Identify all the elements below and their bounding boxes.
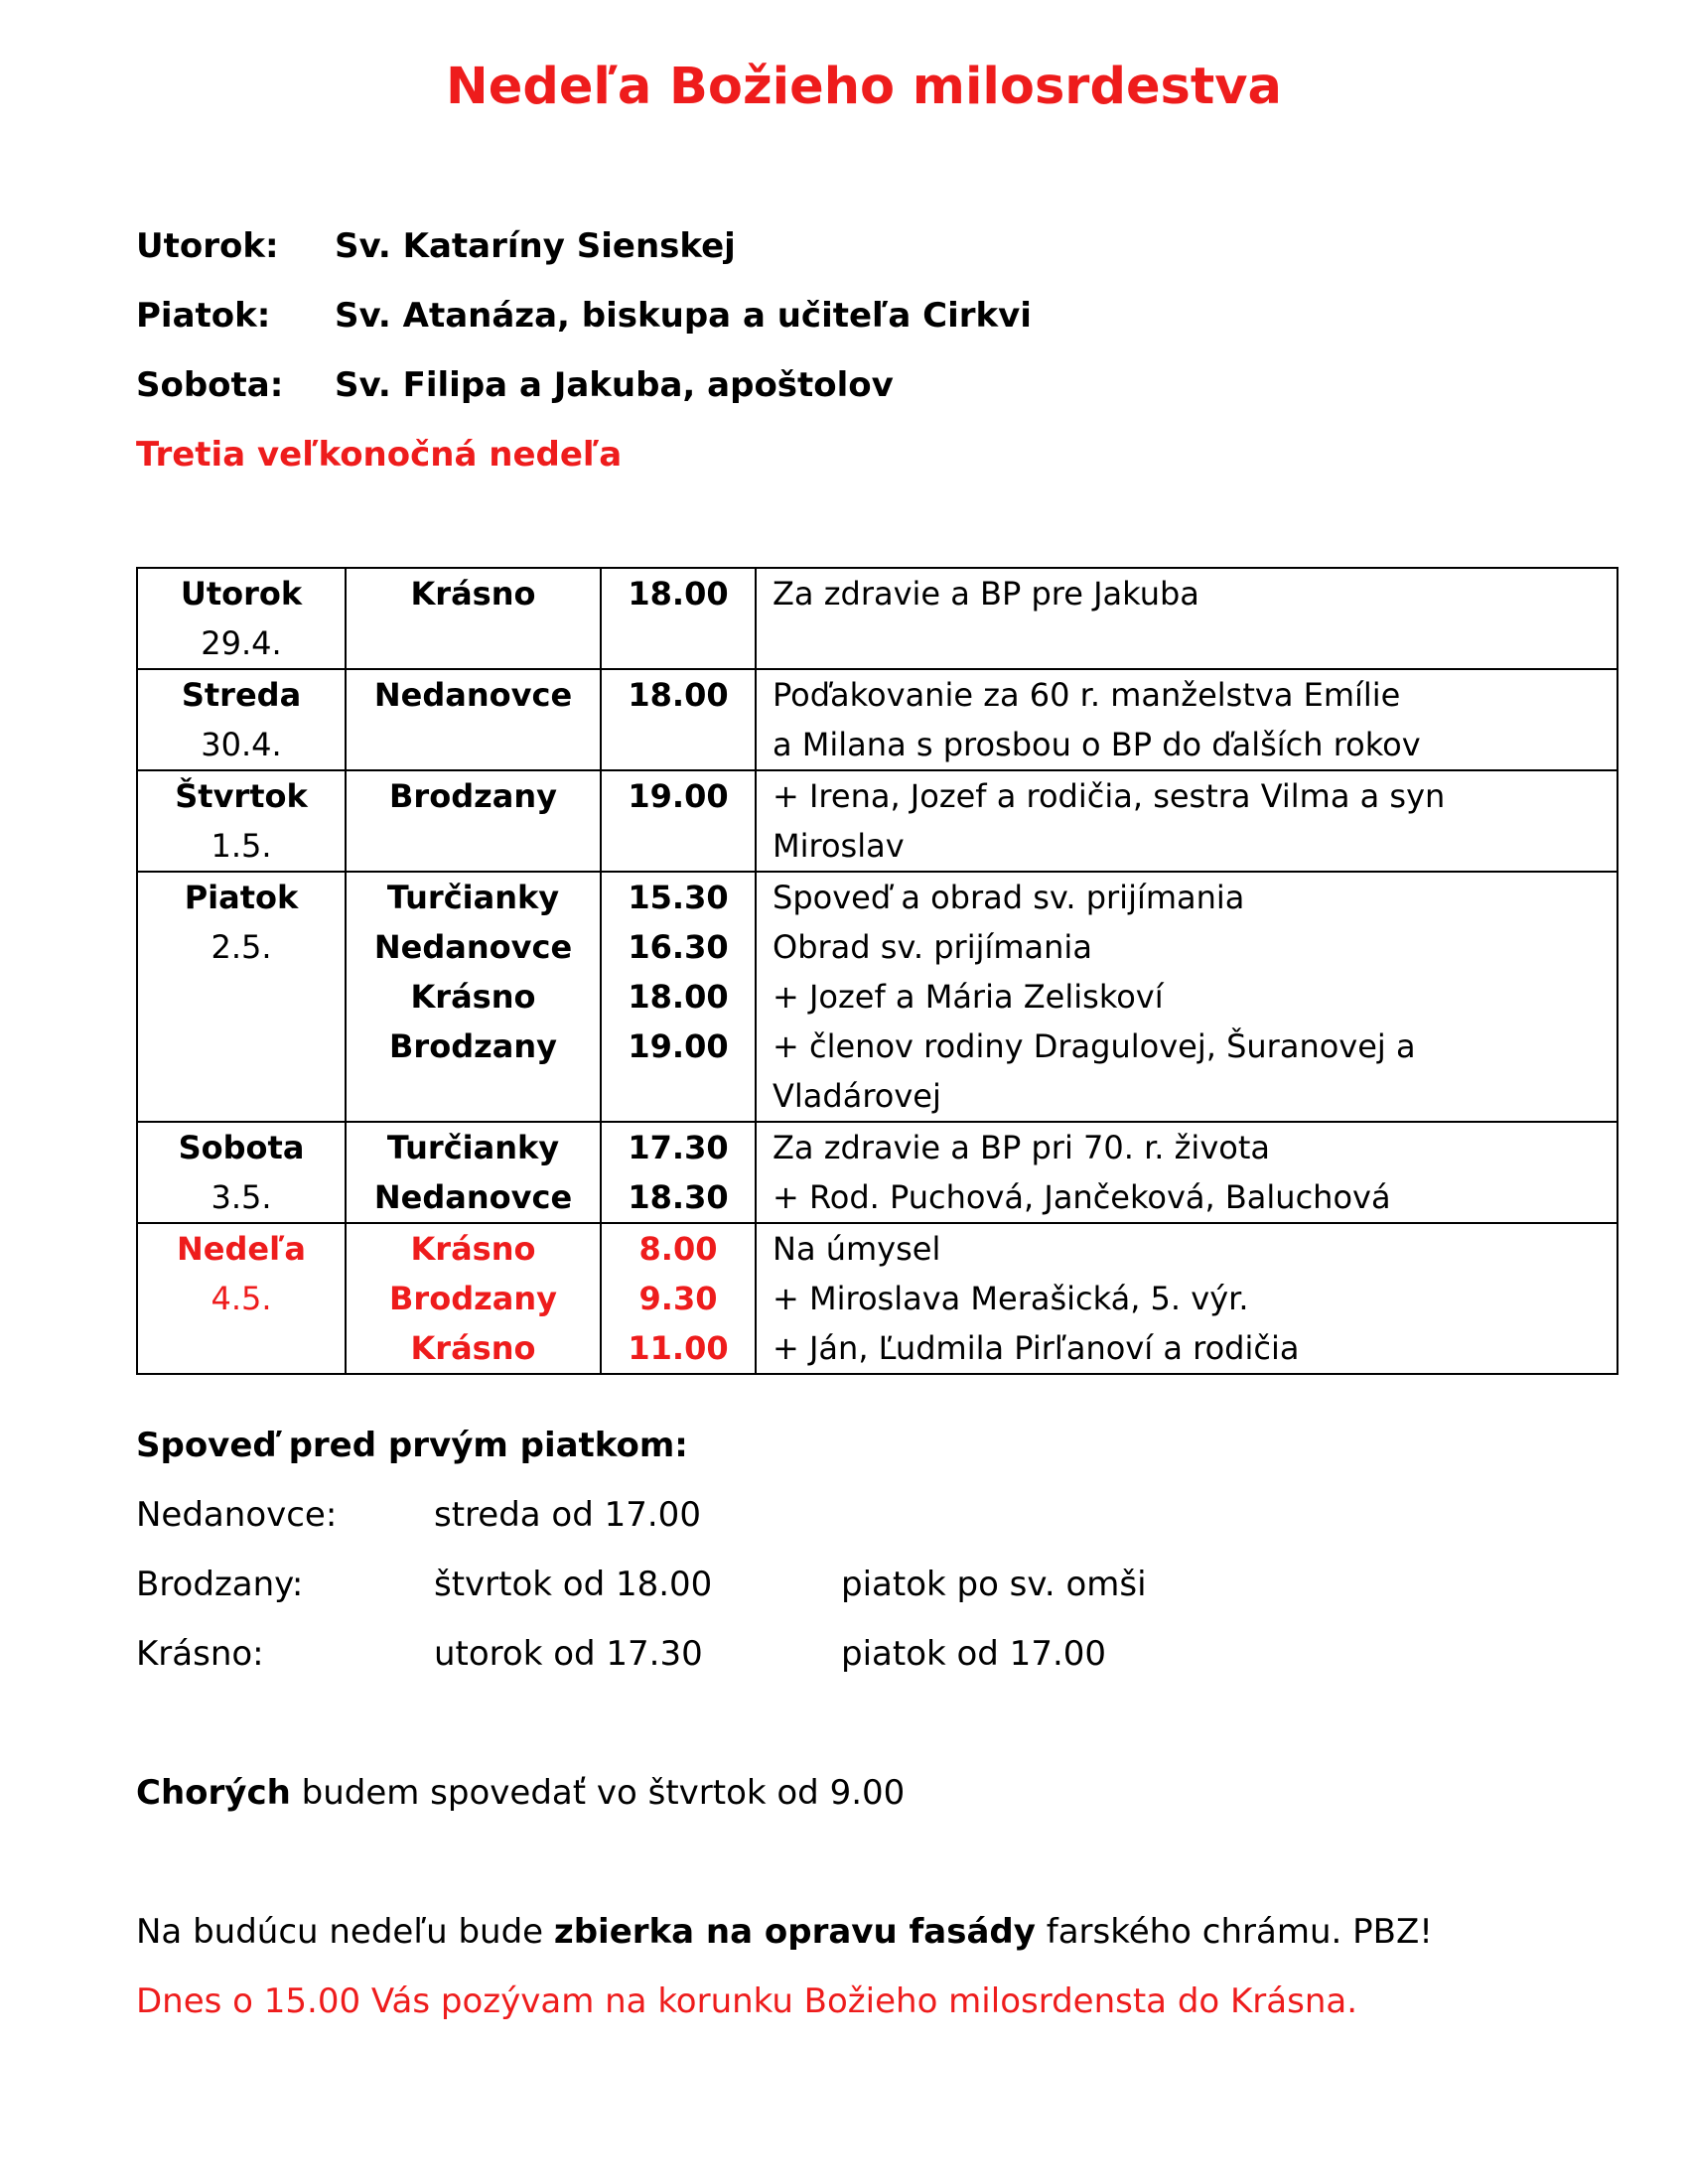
mass-schedule-table [136,567,1618,1375]
schedule-place-cell [346,568,601,669]
sick-confession-note [136,1773,905,1813]
schedule-row [137,1122,1618,1223]
schedule-date: 2.5. [211,928,272,966]
schedule-place-cell [346,1223,601,1374]
sick-bold: Chorých [136,1773,291,1813]
schedule-intention-cell [756,669,1618,770]
feast-day: Sobota: [136,365,284,405]
schedule-time: 19.00 [628,1027,729,1065]
schedule-intention: a Milana s prosbou o BP do ďalších rokov [773,726,1421,763]
feast-day: Utorok: [136,226,279,266]
confession-time-2: piatok od 17.00 [841,1634,1107,1674]
sick-rest: budem spovedať vo štvrtok od 9.00 [290,1773,906,1813]
schedule-date: 3.5. [211,1178,272,1216]
schedule-intention: + Jozef a Mária Zeliskoví [773,978,1164,1016]
schedule-day-cell [137,568,346,669]
page-title: Nedeľa Božieho milosrdestva [446,58,1282,116]
schedule-intention-cell [756,1122,1618,1223]
confession-time: utorok od 17.30 [434,1634,703,1674]
schedule-intention: Obrad sv. prijímania [773,928,1092,966]
schedule-date: 30.4. [201,726,282,763]
collection-bold: zbierka na opravu fasády [553,1912,1036,1952]
schedule-intention: + členov rodiny Dragulovej, Šuranovej a [773,1027,1416,1065]
confession-time: štvrtok od 18.00 [434,1565,713,1604]
schedule-intention-cell [756,872,1618,1122]
schedule-day-cell [137,1122,346,1223]
feast-day: Piatok: [136,296,271,336]
schedule-intention: + Ján, Ľudmila Pirľanoví a rodičia [773,1329,1300,1367]
schedule-time: 9.30 [638,1280,718,1317]
schedule-time-cell [601,568,756,669]
schedule-intention: Za zdravie a BP pre Jakuba [773,575,1199,613]
schedule-place: Krásno [410,1329,536,1367]
schedule-place: Brodzany [389,777,557,815]
schedule-time-cell [601,669,756,770]
schedule-day-cell [137,669,346,770]
schedule-time: 17.30 [628,1129,729,1166]
sunday-label: Tretia veľkonočná nedeľa [136,435,623,475]
collection-after: farského chrámu. PBZ! [1035,1912,1433,1952]
schedule-time-cell [601,1122,756,1223]
schedule-day-cell [137,872,346,1122]
schedule-time: 18.00 [628,978,729,1016]
schedule-time: 18.00 [628,575,729,613]
feast-line-friday [136,296,1032,336]
schedule-time: 15.30 [628,879,729,916]
schedule-day: Nedeľa [176,1230,307,1268]
schedule-row [137,568,1618,669]
schedule-place: Turčianky [386,1129,560,1166]
schedule-place-cell [346,1122,601,1223]
schedule-time: 11.00 [628,1329,729,1367]
schedule-time: 18.00 [628,676,729,714]
collection-note [136,1912,1433,1952]
schedule-place-cell [346,872,601,1122]
schedule-intention-cell [756,770,1618,872]
confession-time-2: piatok po sv. omši [841,1565,1147,1604]
schedule-row [137,669,1618,770]
schedule-time: 8.00 [638,1230,718,1268]
schedule-row [137,770,1618,872]
schedule-day: Sobota [178,1129,305,1166]
schedule-day-cell [137,1223,346,1374]
schedule-row [137,1223,1618,1374]
schedule-place: Brodzany [389,1280,557,1317]
schedule-intention: + Irena, Jozef a rodičia, sestra Vilma a syn [773,777,1446,815]
schedule-row [137,872,1618,1122]
schedule-place-cell [346,669,601,770]
schedule-intention-cell [756,1223,1618,1374]
confession-time: streda od 17.00 [434,1495,701,1535]
collection-before: Na budúcu nedeľu bude [136,1912,554,1952]
schedule-time-cell [601,770,756,872]
schedule-intention: Vladárovej [773,1077,941,1115]
schedule-place-cell [346,770,601,872]
schedule-place: Brodzany [389,1027,557,1065]
schedule-intention-cell [756,568,1618,669]
schedule-time-cell [601,1223,756,1374]
schedule-place: Nedanovce [373,928,573,966]
invitation-note: Dnes o 15.00 Vás pozývam na korunku Božieho milosrdensta do Krásna. [136,1981,1358,2021]
schedule-place: Nedanovce [373,676,573,714]
schedule-time-cell [601,872,756,1122]
schedule-date: 4.5. [211,1280,272,1317]
schedule-time: 16.30 [628,928,729,966]
schedule-intention: Poďakovanie za 60 r. manželstva Emílie [773,676,1401,714]
schedule-date: 29.4. [201,624,282,662]
feast-line-tuesday [136,226,736,266]
feast-text: Sv. Filipa a Jakuba, apoštolov [335,365,894,405]
schedule-intention: + Miroslava Merašická, 5. výr. [773,1280,1249,1317]
schedule-intention: Miroslav [773,827,905,865]
confession-place: Nedanovce: [136,1495,338,1535]
schedule-place: Krásno [410,978,536,1016]
feast-text: Sv. Atanáza, biskupa a učiteľa Cirkvi [335,296,1032,336]
schedule-place: Krásno [410,575,536,613]
feast-text: Sv. Kataríny Sienskej [335,226,736,266]
schedule-place: Turčianky [386,879,560,916]
schedule-day: Štvrtok [175,777,308,815]
schedule-day: Piatok [184,879,299,916]
schedule-day: Streda [181,676,302,714]
schedule-intention: Na úmysel [773,1230,941,1268]
confession-place: Krásno: [136,1634,264,1674]
schedule-time: 18.30 [628,1178,729,1216]
schedule-place: Krásno [410,1230,536,1268]
schedule-place: Nedanovce [373,1178,573,1216]
schedule-date: 1.5. [211,827,272,865]
schedule-intention: Za zdravie a BP pri 70. r. života [773,1129,1270,1166]
confession-place: Brodzany: [136,1565,304,1604]
schedule-day-cell [137,770,346,872]
schedule-time: 19.00 [628,777,729,815]
confession-heading: Spoveď pred prvým piatkom: [136,1426,688,1465]
schedule-intention: + Rod. Puchová, Jančeková, Baluchová [773,1178,1391,1216]
schedule-day: Utorok [180,575,303,613]
feast-line-saturday [136,365,894,405]
schedule-intention: Spoveď a obrad sv. prijímania [773,879,1245,916]
